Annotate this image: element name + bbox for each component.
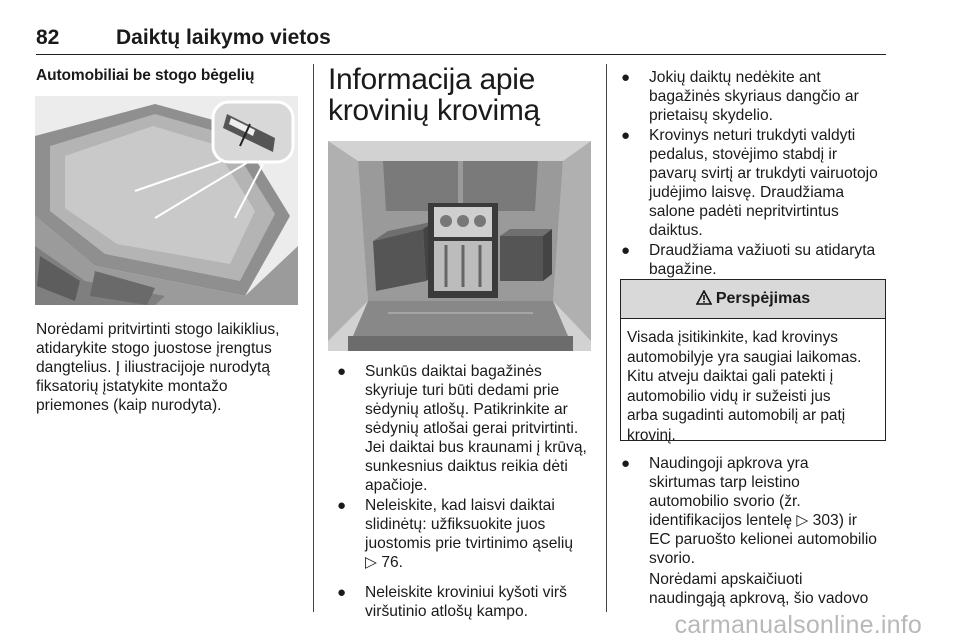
list-item [621,241,886,279]
heading-line: Informacija apie [328,63,535,96]
bullet-line: juostomis prie tvirtinimo ąselių [365,535,573,552]
bullet-line: Krovinys neturi trukdyti valdyti [649,127,856,144]
bullet-dot: ● [621,69,631,86]
warning-line: krovinį. [627,426,676,444]
page-header [36,24,886,55]
mounting-paragraph [36,320,280,415]
section-heading [328,64,540,126]
bullet-line: Neleiskite, kad laisvi daiktai [365,497,555,514]
bullet-line: Jokių daiktų nedėkite ant [649,69,821,86]
paragraph-line: Norėdami apskaičiuoti [649,571,803,588]
warning-box [620,279,886,444]
paragraph-line: naudingąją apkrovą, šio vadovo [649,590,869,607]
page-number: 82 [36,26,60,49]
bullet-line: bagažine. [649,261,717,278]
bullet-line: Naudingoji apkrova yra [649,455,809,472]
cargo-figure [328,141,591,351]
bullet-dot: ● [337,363,347,380]
list-item [337,362,597,495]
column-divider [313,64,314,612]
bullet-line: prietaisų skydelio. [649,107,773,124]
list-item [337,496,597,572]
paragraph-line: fiksatorių įstatykite montažo [36,378,228,395]
bullet-dot: ● [337,497,347,514]
bullet-line: svorio. [649,550,695,567]
warning-line: Kitu atveju daiktai gali patekti į [627,368,834,385]
continuation-paragraph [649,570,868,608]
list-item [337,583,597,621]
roof-rail-illustration [35,96,298,305]
paragraph-line: dangtelius. Į iliustracijoje nurodytą [36,359,271,376]
bullet-line: apačioje. [365,477,428,494]
warning-triangle-icon [696,290,712,310]
warning-line: automobilyje yra saugiai laikomas. [627,348,862,366]
bullet-line: judėjimo laisvę. Draudžiama [649,184,845,201]
bullet-line: skirtumas tarp leistino [649,474,800,491]
bullet-line: salone padėti nepritvirtintus [649,203,839,220]
bullet-line: pavarų svirtį ar trukdyti vairuotojo [649,165,878,182]
bullet-line: Jei daiktai bus kraunami į krūvą, [365,439,587,456]
warning-line: arba sugadinti automobilį ar patį [627,407,846,424]
bullet-dot: ● [621,455,631,472]
watermark: carmanualsonline.info [674,611,922,639]
warning-line: automobilio vidų ir sužeisti jus [627,387,831,405]
bullet-line: sėdynių atlošai gerai pritvirtinti. [365,420,579,437]
list-item [621,454,886,568]
bullet-line: Sunkūs daiktai bagažinės [365,363,542,380]
paragraph-line: priemones (kaip nurodyta). [36,397,222,414]
heading-line: krovinių krovimą [328,94,540,127]
bullet-line: Draudžiama važiuoti su atidaryta [649,242,876,259]
list-item [621,126,886,240]
bullet-line: viršutinio atlošų kampo. [365,603,528,620]
paragraph-line: atidarykite stogo juostose įrengtus [36,340,272,357]
bullet-line: skyriuje turi būti dedami prie [365,382,560,399]
bullet-line: Neleiskite kroviniui kyšoti virš [365,584,567,601]
warning-body [621,319,885,445]
bullet-line: automobilio svorio (žr. [649,493,801,510]
bullet-dot: ● [621,242,631,259]
bullet-line: sunkesnius daiktus reikia dėti [365,458,568,475]
warning-line: Visada įsitikinkite, kad krovinys [627,329,838,346]
column-divider [606,64,607,612]
bullet-line: daiktus. [649,222,703,239]
bullet-line: EC paruošto kelionei automobilio [649,531,877,548]
cargo-boxes-illustration [328,141,591,351]
warning-header [621,280,885,319]
bullet-dot: ● [337,584,347,601]
bullet-dot: ● [621,127,631,144]
bullet-line: bagažinės skyriaus dangčio ar [649,88,859,105]
chapter-title: Daiktų laikymo vietos [116,26,331,49]
paragraph-line: Norėdami pritvirtinti stogo laikiklius, [36,321,280,338]
bullet-line: slidinėtų: užfiksuokite juos [365,516,546,533]
bullet-line: sėdynių atlošų. Patikrinkite ar [365,401,568,418]
bullet-line: pedalus, stovėjimo stabdį ir [649,146,838,163]
roof-rail-figure [35,96,298,305]
bullet-line: ▷ 76. [365,554,404,571]
section-subheading: Automobiliai be stogo bėgelių [36,67,255,84]
list-item [621,68,886,125]
bullet-line: identifikacijos lentelę ▷ 303) ir [649,512,857,529]
warning-title: Perspėjimas [715,290,811,307]
